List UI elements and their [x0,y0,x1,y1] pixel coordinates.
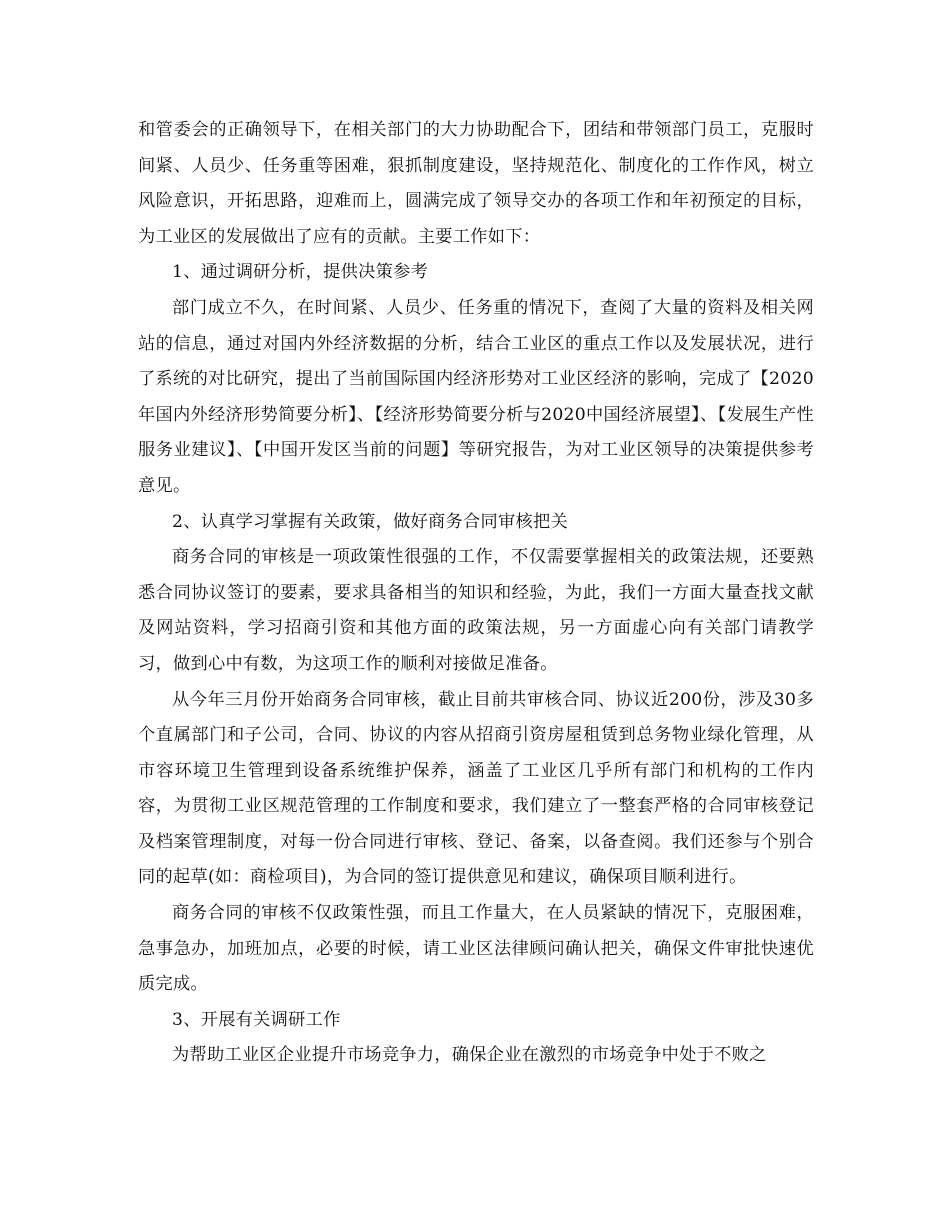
paragraph-research: 部门成立不久，在时间紧、人员少、任务重的情况下，查阅了大量的资料及相关网站的信息，通过对国内外经济数据的分析，结合工业区的重点工作以及发展状况，进行了系统的对比研究，提出了当前国际国内经济形势对工业区经济的影响，完成了【2020年国内外经济形势简要分析】、【经济形势简要分析与2020中国经济展望】、【发展生产性服务业建议】、【中国开发区当前的问题】等研究报告，为对工业区领导的决策提供参考意见。 [138,297,814,496]
section-heading-2: 2、认真学习掌握有关政策，做好商务合同审核把关 [172,511,568,532]
section-heading-1: 1、通过调研分析，提供决策参考 [172,262,429,283]
paragraph-intro: 和管委会的正确领导下，在相关部门的大力协助配合下，团结和带领部门员工，克服时间紧、人员少、任务重等困难，狠抓制度建设，坚持规范化、制度化的工作作风，树立风险意识，开拓思路，迎难而上，圆满完成了领导交办的各项工作和年初预定的目标，为工业区的发展做出了应有的贡献。主要工作如下： [138,120,814,247]
paragraph-contract-review: 商务合同的审核是一项政策性很强的工作，不仅需要掌握相关的政策法规，还要熟悉合同协议签订的要素，要求具备相当的知识和经验，为此，我们一方面大量查找文献及网站资料，学习招商引资和其他方面的政策法规，另一方面虚心向有关部门请教学习，做到心中有数，为这项工作的顺利对接做足准备。 [138,547,814,674]
paragraph-survey: 为帮助工业区企业提升市场竞争力，确保企业在激烈的市场竞争中处于不败之 [172,1045,767,1066]
document-body [138,113,814,1074]
paragraph-contract-count: 从今年三月份开始商务合同审核，截止目前共审核合同、协议近200份，涉及30多个直属部门和子公司，合同、协议的内容从招商引资房屋租赁到总务物业绿化管理，从市容环境卫生管理到设备系统维护保养，涵盖了工业区几乎所有部门和机构的工作内容，为贯彻工业区规范管理的工作制度和要求，我们建立了一整套严格的合同审核登记及档案管理制度，对每一份合同进行审核、登记、备案，以备查阅。我们还参与个别合同的起草(如：商检项目)，为合同的签订提供意见和建议，确保项目顺利进行。 [138,689,814,888]
section-heading-3: 3、开展有关调研工作 [172,1009,341,1030]
paragraph-workload: 商务合同的审核不仅政策性强，而且工作量大，在人员紧缺的情况下，克服困难，急事急办，加班加点，必要的时候，请工业区法律顾问确认把关，确保文件审批快速优质完成。 [138,903,814,995]
